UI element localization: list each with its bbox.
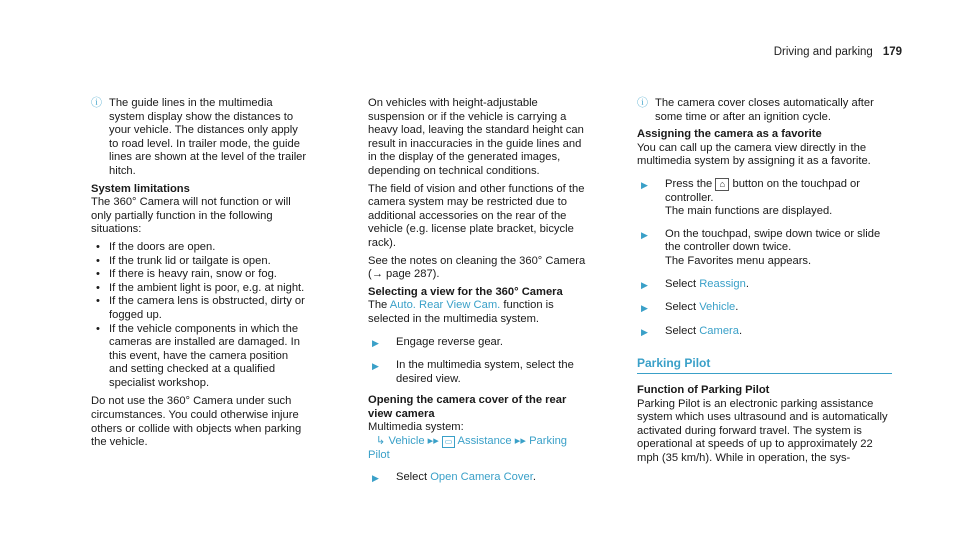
- page-reference: See the notes on cleaning the 360° Camera (→ page 287).: [368, 254, 586, 281]
- car-icon: ▭: [442, 436, 455, 448]
- step: ▶ In the multimedia system, select the desired view.: [368, 359, 590, 386]
- info-icon: ⓘ: [637, 97, 648, 109]
- open-cover-intro: Multimedia system:: [368, 421, 464, 434]
- step: ▶ Select Vehicle.: [637, 301, 892, 316]
- step-arrow-icon: ▶: [372, 473, 379, 484]
- menu-arrow-icon: ↳: [376, 435, 386, 448]
- menu-assistance[interactable]: Assistance: [457, 435, 512, 448]
- camera-link[interactable]: Camera: [699, 324, 739, 337]
- list-item: • If the doors are open.: [96, 240, 216, 253]
- column-3: [637, 97, 892, 469]
- section-name: Driving and parking: [773, 46, 873, 58]
- step: ▶ On the touchpad, swipe down twice or slide the controller down twice. The Favorites menu appears.: [637, 228, 892, 269]
- column-2: [368, 97, 590, 494]
- step-arrow-icon: ▶: [641, 303, 648, 314]
- function-heading: Function of Parking Pilot: [637, 383, 770, 396]
- select-view-heading: Selecting a view for the 360° Camera: [368, 285, 563, 298]
- menu-parking-pilot[interactable]: Parking Pilot: [368, 435, 568, 461]
- favorite-heading: Assigning the camera as a favorite: [637, 128, 822, 141]
- limits-heading: System limitations: [91, 182, 190, 195]
- menu-path: [368, 435, 590, 462]
- step-arrow-icon: ▶: [641, 279, 648, 290]
- list-item: • If the camera lens is obstructed, dirty or fogged up.: [96, 295, 305, 321]
- info-icon: ⓘ: [91, 97, 102, 109]
- limits-list: [91, 241, 309, 391]
- step-arrow-icon: ▶: [641, 179, 648, 190]
- step-arrow-icon: ▶: [641, 326, 648, 337]
- paragraph: On vehicles with height-adjustable suspension or if the vehicle is carrying a heavy load, leaving the standard height can result in inaccuracies in the guide lines and in the display of the generated images, depending on technical conditions.: [368, 97, 584, 177]
- page-header: [774, 46, 902, 60]
- favorite-intro: You can call up the camera view directly in the multimedia system by assigning it as a favorite.: [637, 141, 871, 168]
- list-item: • If the trunk lid or tailgate is open.: [96, 254, 271, 267]
- info-note: [91, 97, 309, 183]
- step: ▶ Select Reassign.: [637, 278, 892, 293]
- paragraph: The field of vision and other functions of the camera system may be restricted due to additional accessories on the rear of the vehicle (e.g. license plate bracket, bicycle rack).: [368, 182, 585, 249]
- menu-vehicle[interactable]: Vehicle: [388, 435, 425, 448]
- chevron-icon: ▸▸: [427, 435, 439, 448]
- auto-rear-view-cam-link[interactable]: Auto. Rear View Cam.: [389, 299, 501, 312]
- step: ▶ Select Open Camera Cover.: [368, 471, 590, 486]
- info-note: [637, 97, 892, 128]
- reassign-link[interactable]: Reassign: [699, 277, 746, 290]
- function-text: Parking Pilot is an electronic parking assistance system which uses ultrasound and is automatically activated during forward travel. The system is operational at speeds of up to approximately 22 mph (35 km/h). While in operation, the sys-: [637, 397, 888, 464]
- step-arrow-icon: ▶: [372, 361, 379, 372]
- page-number: 179: [882, 46, 902, 58]
- vehicle-link[interactable]: Vehicle: [699, 301, 736, 314]
- step: ▶ Select Camera.: [637, 325, 892, 340]
- list-item: • If there is heavy rain, snow or fog.: [96, 268, 277, 281]
- step: ▶ Engage reverse gear.: [368, 336, 590, 351]
- step: ▶ Press the ⌂ button on the touchpad or controller. The main functions are displayed.: [637, 178, 892, 219]
- info-text: The guide lines in the multimedia system display show the distances to your vehicle. The distances only apply to road level. In trailer mode, the guide lines are shown at the level of the trailer hitch.: [109, 97, 307, 177]
- column-1: [91, 97, 309, 454]
- step-arrow-icon: ▶: [641, 229, 648, 240]
- open-camera-cover-link[interactable]: Open Camera Cover: [430, 471, 533, 484]
- limits-intro: The 360° Camera will not function or will only partially function in the following situations:: [91, 196, 291, 236]
- section-title: Parking Pilot: [637, 357, 892, 374]
- chevron-icon: ▸▸: [514, 435, 526, 448]
- list-item: • If the vehicle components in which the cameras are installed are damaged. In this event, have the camera position and setting checked at a qualified specialist workshop.: [96, 322, 300, 389]
- info-text: The camera cover closes automatically after some time or after an ignition cycle.: [655, 97, 874, 123]
- select-view-intro: The Auto. Rear View Cam. function is selected in the multimedia system.: [368, 299, 554, 325]
- step-arrow-icon: ▶: [372, 337, 379, 348]
- home-icon: ⌂: [715, 178, 729, 191]
- open-cover-heading: Opening the camera cover of the rear view camera: [368, 394, 567, 420]
- list-item: • If the ambient light is poor, e.g. at night.: [96, 281, 305, 294]
- warning-text: Do not use the 360° Camera under such circumstances. You could otherwise injure others or collide with objects when parking the vehicle.: [91, 395, 302, 449]
